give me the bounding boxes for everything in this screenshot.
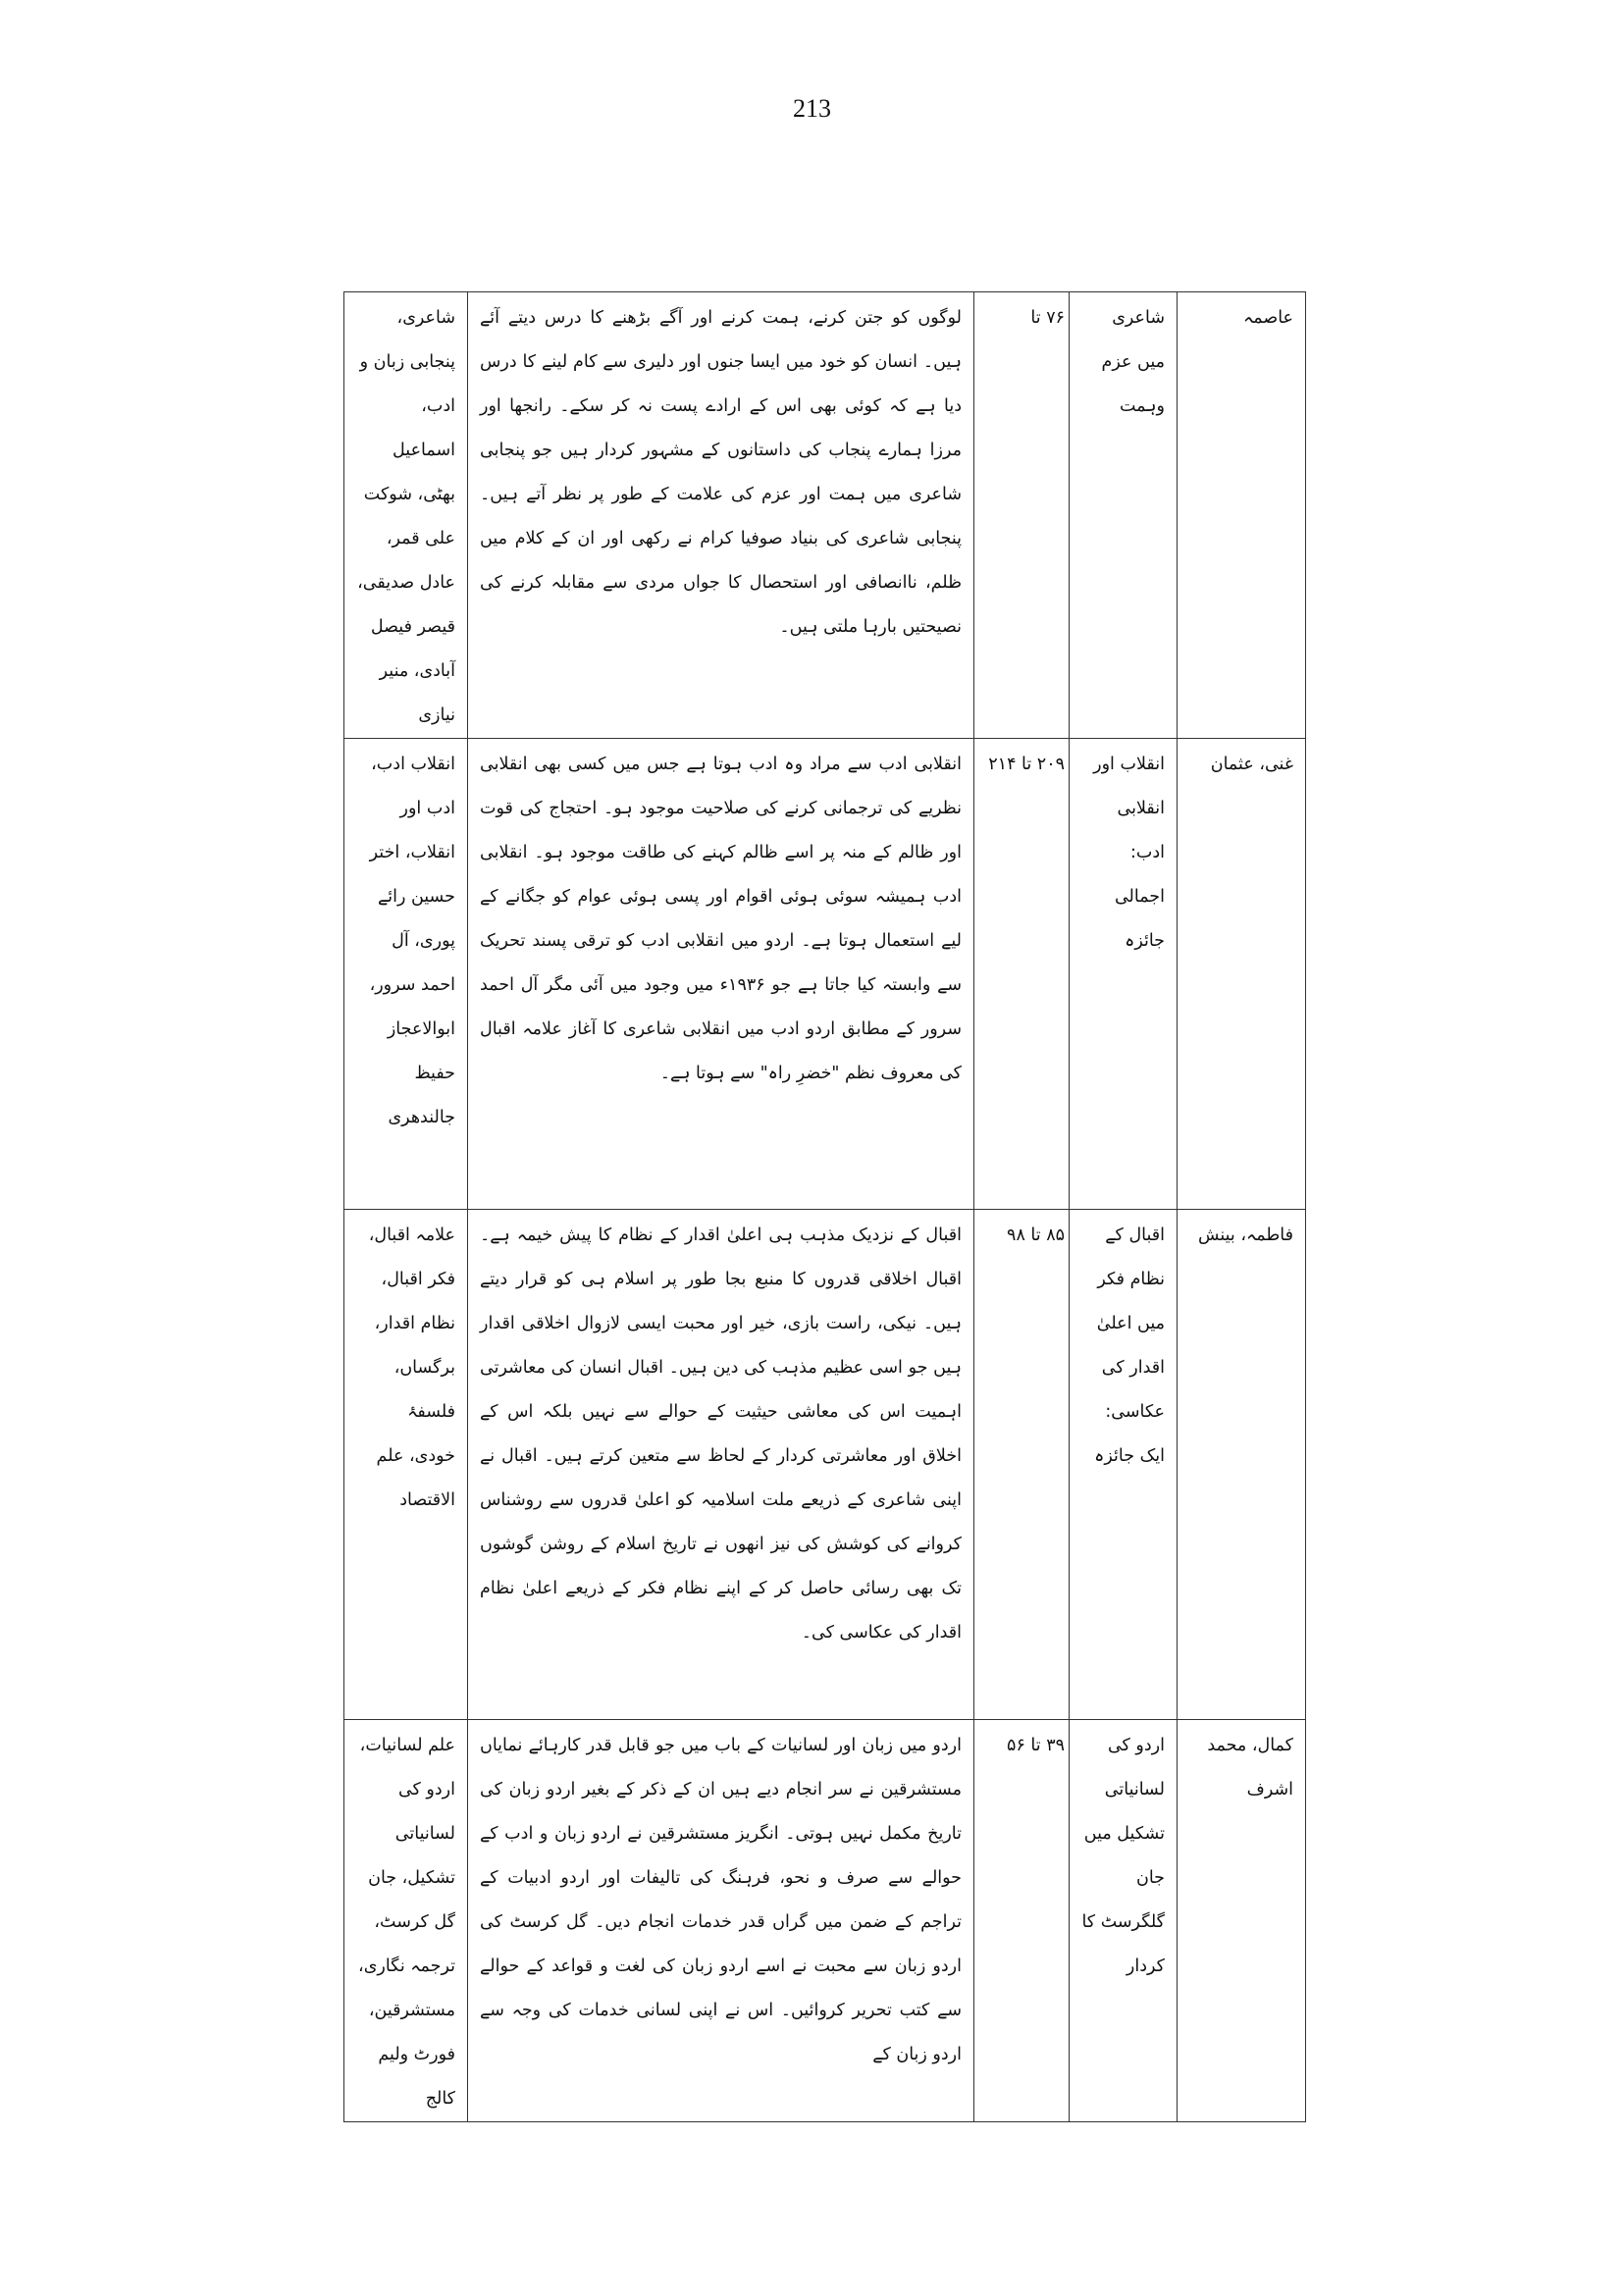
table-row xyxy=(344,1720,1306,2122)
summary-cell xyxy=(468,292,974,739)
table-row xyxy=(344,739,1306,1210)
summary-cell xyxy=(468,1210,974,1720)
table-body xyxy=(344,292,1306,2122)
pages-cell xyxy=(974,1210,1070,1720)
author-text: فاطمہ، بینش xyxy=(1198,1226,1293,1245)
author-cell xyxy=(1178,1210,1306,1720)
title-cell xyxy=(1070,1210,1178,1720)
author-cell xyxy=(1178,739,1306,1210)
keywords-cell xyxy=(344,1720,468,2122)
keywords-text: علامہ اقبال، فکر اقبال، نظام اقدار، برگساں، فلسفۂ خودی، علم الاقتصاد xyxy=(368,1226,455,1510)
pages-text: ۸۵ تا ۹۸ xyxy=(1007,1226,1065,1245)
pages-cell xyxy=(974,292,1070,739)
pages-text: ۲۰۹ تا ۲۱۴ xyxy=(988,755,1065,774)
summary-cell xyxy=(468,739,974,1210)
summary-text: اردو میں زبان اور لسانیات کے باب میں جو قابل قدر کارہائے نمایاں مستشرقین نے سر انجام دیے ہیں ان کے ذکر کے بغیر اردو زبان کی تاریخ مکمل نہیں ہوتی۔ انگریز مستشرقین نے اردو زبان و ادب کے حوالے سے صرف و نحو، فرہنگ کی تالیفات اور اردو ادبیات کے تراجم کے ضمن میں گراں قدر خدمات انجام دیں۔ گل کرسٹ کی اردو زبان سے محبت نے اسے اردو زبان کی لغت و قواعد کے حوالے سے کتب تحریر کروائیں۔ اس نے اپنی لسانی خدمات کی وجہ سے اردو زبان کے xyxy=(480,1736,962,2064)
title-text: انقلاب اور انقلابی ادب: اجمالی جائزہ xyxy=(1093,755,1165,951)
pages-cell xyxy=(974,739,1070,1210)
title-text: اردو کی لسانیاتی تشکیل میں جان گلگرسٹ کا کردار xyxy=(1081,1736,1165,1976)
summary-text: اقبال کے نزدیک مذہب ہی اعلیٰ اقدار کے نظام کا پیش خیمہ ہے۔ اقبال اخلاقی قدروں کا منبع بجا طور پر اسلام ہی کو قرار دیتے ہیں۔ نیکی، راست بازی، خیر اور محبت ایسی لازوال اخلاقی اقدار ہیں جو اسی عظیم مذہب کی دین ہیں۔ اقبال انسان کی معاشرتی اہمیت اس کی معاشی حیثیت کے حوالے سے نہیں بلکہ اس کے اخلاق اور معاشرتی کردار کے لحاظ سے متعین کرتے ہیں۔ اقبال نے اپنی شاعری کے ذریعے ملت اسلامیہ کو اعلیٰ قدروں سے روشناس کروانے کی کوشش کی نیز انھوں نے تاریخ اسلام کے روشن گوشوں تک بھی رسائی حاصل کر کے اپنے نظام فکر کے ذریعے اعلیٰ نظام اقدار کی عکاسی کی۔ xyxy=(480,1226,962,1643)
keywords-text: شاعری، پنجابی زبان و ادب، اسماعیل بھٹی، شوکت علی قمر، عادل صدیقی، قیصر فیصل آبادی، منیر نیازی xyxy=(357,308,455,725)
keywords-text: علم لسانیات، اردو کی لسانیاتی تشکیل، جان گل کرسٹ، ترجمہ نگاری، مستشرقین، فورٹ ولیم کالج xyxy=(358,1736,455,2109)
summary-text: لوگوں کو جتن کرنے، ہمت کرنے اور آگے بڑھنے کا درس دیتے آئے ہیں۔ انسان کو خود میں ایسا جنوں اور دلیری سے کام لینے کا درس دیا ہے کہ کوئی بھی اس کے ارادے پست نہ کر سکے۔ رانجھا اور مرزا ہمارے پنجاب کی داستانوں کے مشہور کردار ہیں جو پنجابی شاعری میں ہمت اور عزم کی علامت کے طور پر نظر آتے ہیں۔ پنجابی شاعری کی بنیاد صوفیا کرام نے رکھی اور ان کے کلام میں ظلم، ناانصافی اور استحصال کا جواں مردی سے مقابلہ کرنے کی نصیحتیں بارہا ملتی ہیں۔ xyxy=(480,308,962,637)
summary-cell xyxy=(468,1720,974,2122)
title-cell xyxy=(1070,1720,1178,2122)
bibliography-table xyxy=(343,291,1306,2122)
pages-text: ۷۶ تا xyxy=(1030,308,1065,328)
author-cell xyxy=(1178,292,1306,739)
author-text: کمال، محمد اشرف xyxy=(1207,1736,1293,1799)
author-cell xyxy=(1178,1720,1306,2122)
table-row xyxy=(344,292,1306,739)
title-cell xyxy=(1070,292,1178,739)
author-text: عاصمہ xyxy=(1242,308,1293,328)
title-text: اقبال کے نظام فکر میں اعلیٰ اقدار کی عکاسی: ایک جائزہ xyxy=(1094,1226,1165,1466)
pages-text: ۳۹ تا ۵۶ xyxy=(1007,1736,1065,1755)
keywords-cell xyxy=(344,739,468,1210)
keywords-cell xyxy=(344,1210,468,1720)
author-text: غنی، عثمان xyxy=(1210,755,1293,774)
title-cell xyxy=(1070,739,1178,1210)
pages-cell xyxy=(974,1720,1070,2122)
keywords-cell xyxy=(344,292,468,739)
title-text: شاعری میں عزم وہمت xyxy=(1101,308,1165,416)
keywords-text: انقلاب ادب، ادب اور انقلاب، اختر حسین رائے پوری، آل احمد سرور، ابوالاعجاز حفیظ جالندھری xyxy=(369,755,455,1127)
table-row xyxy=(344,1210,1306,1720)
summary-text: انقلابی ادب سے مراد وہ ادب ہوتا ہے جس میں کسی بھی انقلابی نظریے کی ترجمانی کرنے کی صلاحیت موجود ہو۔ احتجاج کی قوت اور ظالم کے منہ پر اسے ظالم کہنے کی طاقت موجود ہو۔ انقلابی ادب ہمیشہ سوئی ہوئی اقوام اور پسی ہوئی عوام کو جگانے کے لیے استعمال ہوتا ہے۔ اردو میں انقلابی ادب کو ترقی پسند تحریک سے وابستہ کیا جاتا ہے جو ۱۹۳۶ء میں وجود میں آئی مگر آل احمد سرور کے مطابق اردو ادب میں انقلابی شاعری کا آغاز علامہ اقبال کی معروف نظم "خضرِ راہ" سے ہوتا ہے۔ xyxy=(480,755,963,1083)
page-number: 213 xyxy=(793,94,831,123)
